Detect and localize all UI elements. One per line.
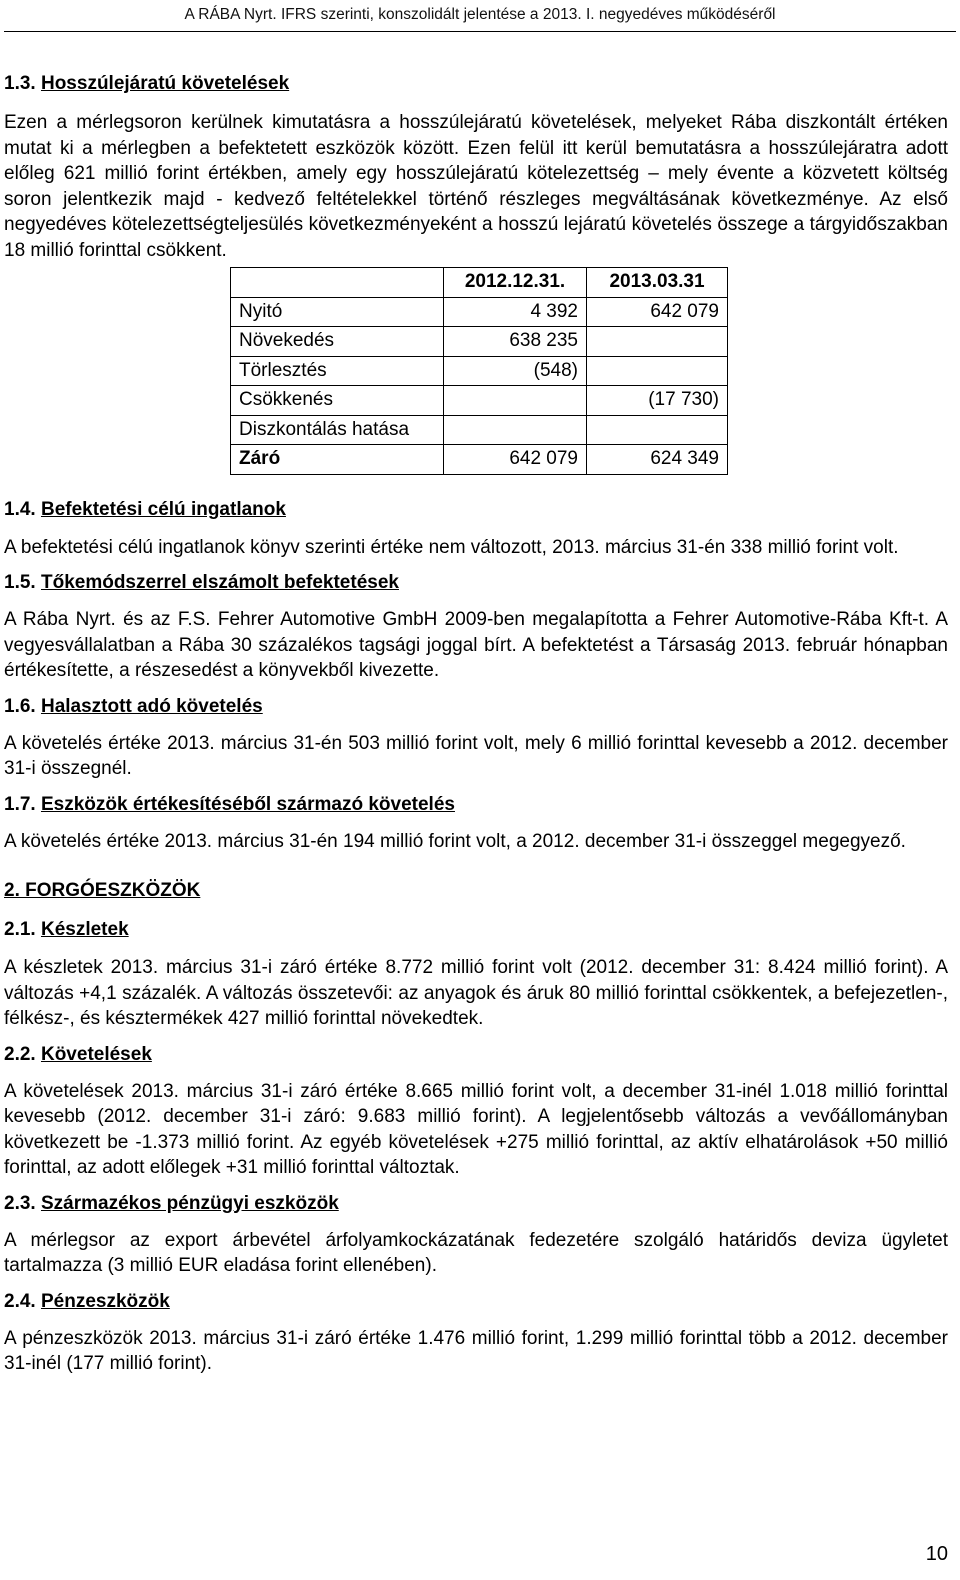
- paragraph-1-7: A követelés értéke 2013. március 31-én 194 millió forint volt, a 2012. december 31-i összeggel megegyező.: [4, 830, 906, 852]
- heading-1-5: [4, 571, 948, 595]
- row-label: Nyitó: [231, 297, 444, 327]
- page-number: 10: [925, 1543, 948, 1565]
- table-header-2013: 2013.03.31: [587, 268, 728, 298]
- heading-title: Pénzeszközök: [40, 1290, 170, 1312]
- heading-number: 1.4.: [4, 498, 36, 520]
- row-label: Diszkontálás hatása: [231, 415, 444, 445]
- row-value-2012: 638 235: [444, 327, 587, 357]
- heading-title: Származékos pénzügyi eszközök: [40, 1192, 339, 1214]
- receivables-table: [230, 267, 728, 475]
- heading-2: [4, 879, 948, 903]
- heading-title: Készletek: [40, 919, 129, 940]
- table-row-total: [231, 445, 728, 475]
- row-value-2013: [587, 415, 728, 445]
- row-value-2012: 4 392: [444, 297, 587, 327]
- heading-title: Követelések: [40, 1043, 152, 1065]
- table-row: [231, 297, 728, 327]
- heading-title: Eszközök értékesítéséből származó követelés: [40, 793, 455, 815]
- heading-title: Hosszúlejáratú követelések: [40, 73, 290, 94]
- paragraph-1-6: A követelés értéke 2013. március 31-én 503 millió forint volt, mely 6 millió forinttal kevesebb a 2012. december 31-i összegnél.: [4, 732, 948, 779]
- heading-2-1: [4, 918, 948, 942]
- row-label: Növekedés: [231, 327, 444, 357]
- heading-number: 2.3.: [4, 1192, 36, 1214]
- heading-number: 1.7.: [4, 793, 36, 815]
- row-label: Csökkenés: [231, 386, 444, 416]
- page-header: A RÁBA Nyrt. IFRS szerinti, konszolidált jelentése a 2013. I. negyedéves működéséről: [184, 6, 776, 23]
- heading-1-7: [4, 793, 948, 817]
- heading-title: 2. FORGÓESZKÖZÖK: [4, 880, 201, 901]
- row-value-2013: [587, 356, 728, 386]
- row-value-2012: (548): [444, 356, 587, 386]
- heading-1-6: [4, 695, 948, 719]
- heading-1-3: [4, 72, 948, 96]
- heading-number: 2.2.: [4, 1043, 36, 1065]
- heading-title: Befektetési célú ingatlanok: [40, 498, 286, 520]
- table-row: [231, 386, 728, 416]
- heading-number: 1.6.: [4, 695, 36, 717]
- document-body: [4, 72, 948, 1377]
- row-value-2012: 642 079: [444, 445, 587, 475]
- table-row: [231, 356, 728, 386]
- row-value-2013: [587, 327, 728, 357]
- heading-number: 2.4.: [4, 1290, 36, 1312]
- heading-2-2: [4, 1043, 948, 1067]
- table-row: [231, 327, 728, 357]
- row-label: Törlesztés: [231, 356, 444, 386]
- heading-2-4: [4, 1290, 948, 1314]
- row-value-2013: 642 079: [587, 297, 728, 327]
- heading-number: 1.5.: [4, 572, 36, 593]
- paragraph-2-1: A készletek 2013. március 31-i záró értéke 8.772 millió forint volt (2012. december 31: 8.424 millió forint). A változás +4,1 százalék. A változás összetevői: az anyagok és áruk 80 millió forinttal csökkentek, a befejezetlen-, félkész-, és késztermékek 427 millió forinttal növekedtek.: [4, 957, 948, 1029]
- table-header-row: [231, 268, 728, 298]
- heading-title: Halasztott adó követelés: [40, 695, 263, 717]
- header-divider: [4, 31, 956, 32]
- paragraph-1-3: Ezen a mérlegsoron kerülnek kimutatásra a hosszúlejáratú követelések, melyeket Rába diszkontált értéken mutat ki a mérlegben a befektetett eszközök között. Ezen felül itt kerül bemutatásra a hosszúlejáratra adott előleg 621 millió forint értékben, amely egy hosszúlejáratú kötelezettség – mely évente a közvetett költség soron jelentkezik majd - kedvező feltételekkel történő részleges megváltásának következménye. Az első negyedéves kötelezettségteljesülés következményeként a hosszú lejáratú követelés összege a tárgyidőszakban 18 millió forinttal csökkent.: [4, 112, 948, 261]
- row-label: Záró: [231, 445, 444, 475]
- paragraph-1-4: A befektetési célú ingatlanok könyv szerinti értéke nem változott, 2013. március 31-én 338 millió forint volt.: [4, 536, 899, 558]
- table-row: [231, 415, 728, 445]
- table-header-2012: 2012.12.31.: [444, 268, 587, 298]
- heading-number: 1.3.: [4, 73, 36, 94]
- paragraph-1-5: A Rába Nyrt. és az F.S. Fehrer Automotive GmbH 2009-ben megalapította a Fehrer Automotive-Rába Kft-t. A vegyesvállalatban a Rába 30 százalékos tagsági joggal bírt. A befektetést a Társaság 2013. február hónapban értékesítette, a részesedést a könyvekből kivezette.: [4, 609, 948, 681]
- table-header-blank: [231, 268, 444, 298]
- paragraph-2-4: A pénzeszközök 2013. március 31-i záró értéke 1.476 millió forint, 1.299 millió forinttal több a 2012. december 31-inél (177 millió forint).: [4, 1327, 948, 1374]
- paragraph-2-3: A mérlegsor az export árbevétel árfolyamkockázatának fedezetére szolgáló határidős deviza ügyletet tartalmazza (3 millió EUR eladása forint ellenében).: [4, 1229, 948, 1276]
- heading-2-3: [4, 1192, 948, 1216]
- row-value-2013: (17 730): [587, 386, 728, 416]
- paragraph-2-2: A követelések 2013. március 31-i záró értéke 8.665 millió forint volt, a december 31-inél 1.018 millió forinttal kevesebb (2012. december 31-i záró: 9.683 millió forint). A legjelentősebb változás a vevőállományban következett be -1.373 millió forint. Az egyéb követelések +275 millió forinttal, az aktív elhatárolások +50 millió forinttal, az adott előlegek +31 millió forinttal változtak.: [4, 1080, 948, 1178]
- heading-number: 2.1.: [4, 919, 36, 940]
- row-value-2012: [444, 386, 587, 416]
- row-value-2013: 624 349: [587, 445, 728, 475]
- heading-title: Tőkemódszerrel elszámolt befektetések: [40, 572, 399, 593]
- heading-1-4: [4, 498, 948, 522]
- row-value-2012: [444, 415, 587, 445]
